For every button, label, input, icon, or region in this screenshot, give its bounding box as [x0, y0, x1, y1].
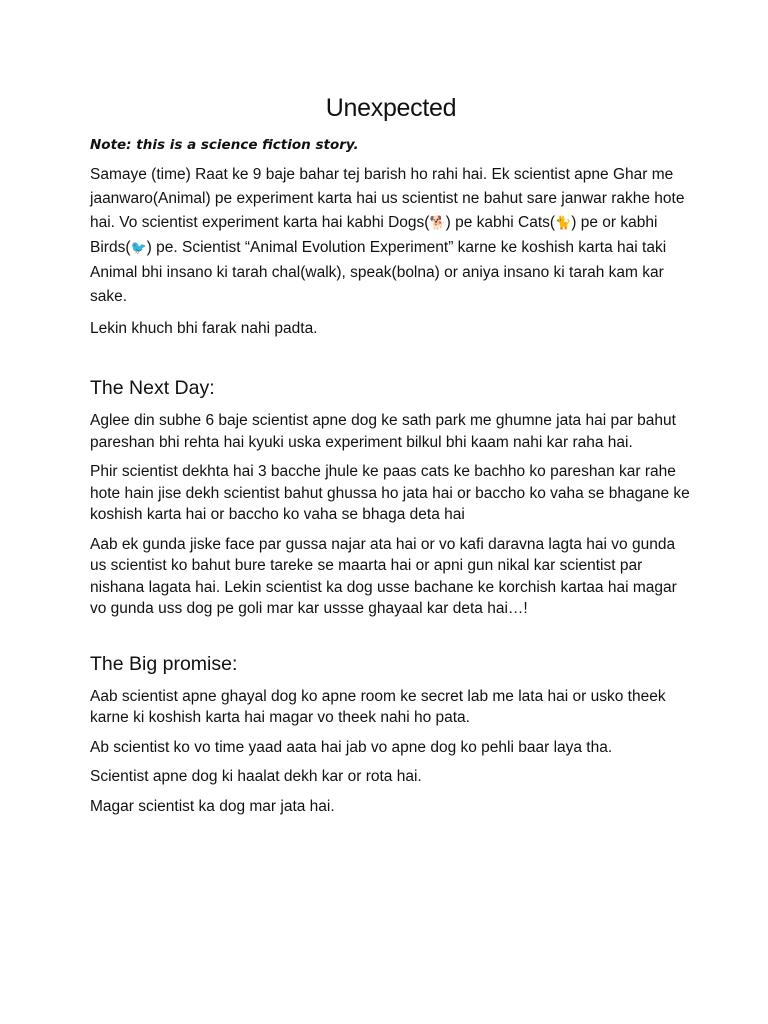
- big-promise-paragraph-1: Aab scientist apne ghayal dog ko apne room ke secret lab me lata hai or usko theek karne ki koshish karta hai magar vo theek nahi ho pata.: [90, 687, 666, 726]
- story-note: Note: this is a science fiction story.: [90, 137, 359, 153]
- big-promise-paragraph-3: Scientist apne dog ki haalat dekh kar or rota hai.: [90, 768, 422, 785]
- intro-text-1: Samaye (time) Raat ke 9 baje bahar tej barish ho rahi hai. Ek scientist apne Ghar me jaanwaro(Animal) pe experiment karta hai us scientist ne bahut sare janwar rakhe hote hai. Vo scientist experiment karta hai kabhi Dogs(: [90, 166, 685, 231]
- section-heading-next-day: The Next Day:: [90, 377, 215, 399]
- intro-paragraph: [90, 163, 692, 309]
- big-promise-paragraph-4: Magar scientist ka dog mar jata hai.: [90, 797, 335, 815]
- intro-text-4: ) pe. Scientist “Animal Evolution Experiment” karne ke koshish karta hai taki Animal bhi insano ki tarah chal(walk), speak(bolna) or aniya insano ki tarah kam kar sake.: [90, 239, 667, 305]
- bird-icon: 🐦: [130, 241, 147, 256]
- cat-icon: 🐈: [555, 216, 572, 231]
- intro-text-3: ) pe or kabhi Birds(: [90, 214, 658, 256]
- next-day-paragraph-2: Phir scientist dekhta hai 3 bacche jhule ke paas cats ke bachho ko pareshan kar rahe hote hain jise dekh scientist bahut ghussa ho jata hai or baccho ko vaha se bhagane ke koshish karta hai or baccho ko vaha se bhaga deta hai: [90, 463, 690, 523]
- intro-text-2: ) pe kabhi Cats(: [445, 214, 556, 231]
- section-heading-big-promise: The Big promise:: [90, 652, 238, 675]
- intro-paragraph-2: Lekin khuch bhi farak nahi padta.: [90, 320, 318, 337]
- next-day-paragraph-1: Aglee din subhe 6 baje scientist apne dog ke sath park me ghumne jata hai par bahut pareshan bhi rehta hai kyuki uska experiment bilkul bhi kaam nahi kar raha hai.: [90, 412, 676, 451]
- big-promise-paragraph-2: Ab scientist ko vo time yaad aata hai jab vo apne dog ko pehli baar laya tha.: [90, 738, 613, 756]
- next-day-paragraph-3: Aab ek gunda jiske face par gussa najar ata hai or vo kafi daravna lagta hai vo gunda us scientist ko bahut bure tareke se maarta hai or apni gun nikal kar scientist par nishana lagata hai. Lekin scientist ka dog usse bachane ke korchish kartaa hai magar vo gunda uss dog pe goli mar kar ussse ghayaal kar deta hai…!: [90, 535, 677, 617]
- document-title: Unexpected: [325, 94, 457, 122]
- dog-icon: 🐕: [429, 216, 446, 231]
